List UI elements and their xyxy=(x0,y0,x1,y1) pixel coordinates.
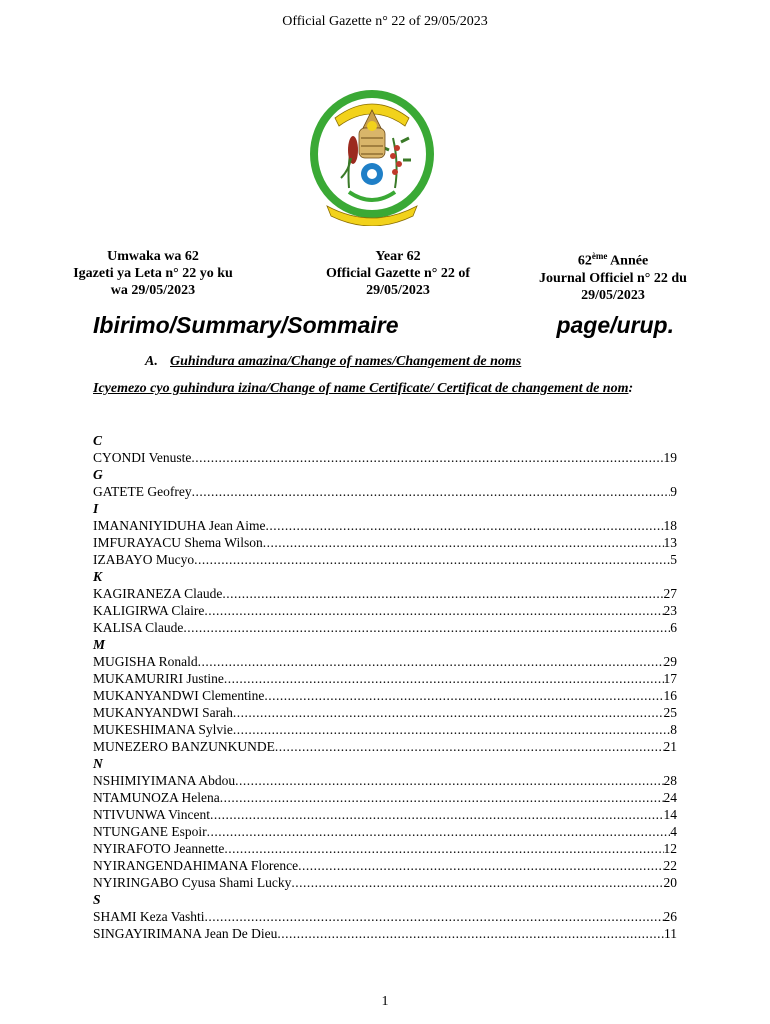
kinyarwanda-date: wa 29/05/2023 xyxy=(110,283,196,298)
dot-leader xyxy=(265,517,663,534)
entry-page-number: 16 xyxy=(663,688,677,703)
entry-name: KALISA Claude xyxy=(93,620,184,635)
kinyarwanda-year: Umwaka wa 62 xyxy=(107,249,199,264)
dot-leader xyxy=(224,670,664,687)
entry-name: SINGAYIRIMANA Jean De Dieu xyxy=(93,926,278,941)
entry-name: IZABAYO Mucyo xyxy=(93,552,195,567)
page-column-label: page/urup. xyxy=(556,312,674,338)
dot-leader xyxy=(205,908,664,925)
entry-name: IMANANIYIDUHA Jean Aime xyxy=(93,518,266,533)
dot-leader xyxy=(194,551,670,568)
entry-name: MUKANYANDWI Clementine xyxy=(93,688,265,703)
entry-page-number: 23 xyxy=(663,603,677,618)
entry-name: IMFURAYACU Shema Wilson xyxy=(93,535,263,550)
dot-leader xyxy=(263,534,664,551)
rwanda-seal-emblem xyxy=(309,88,435,226)
entry-page-number: 27 xyxy=(663,586,677,601)
index-letter-heading: N xyxy=(93,756,103,771)
entry-page-number: 6 xyxy=(670,620,677,635)
entry-name: NTIVUNWA Vincent xyxy=(93,807,211,822)
french-gazette-number: Journal Officiel n° 22 du xyxy=(539,270,687,286)
entry-name: MUKANYANDWI Sarah xyxy=(93,705,233,720)
index-entry[interactable] xyxy=(93,925,677,942)
index-entry[interactable] xyxy=(93,653,677,670)
index-entry[interactable] xyxy=(93,534,677,551)
index-letter-heading: M xyxy=(93,637,106,652)
index-letter-heading: C xyxy=(93,433,103,448)
kinyarwanda-issue-column xyxy=(58,248,248,304)
index-entry[interactable] xyxy=(93,721,677,738)
entry-page-number: 29 xyxy=(663,654,677,669)
dot-leader xyxy=(191,449,663,466)
index-entry[interactable] xyxy=(93,823,677,840)
running-header: Official Gazette n° 22 of 29/05/2023 xyxy=(282,14,488,29)
entry-name: NTUNGANE Espoir xyxy=(93,824,207,839)
entry-name: NYIRAFOTO Jeannette xyxy=(93,841,225,856)
dot-leader xyxy=(291,874,663,891)
index-entry[interactable] xyxy=(93,738,677,755)
french-issue-column xyxy=(518,248,708,304)
index-entry[interactable] xyxy=(93,551,677,568)
entry-page-number: 19 xyxy=(663,450,677,465)
english-gazette-number: Official Gazette n° 22 of xyxy=(326,266,470,281)
index-entry[interactable] xyxy=(93,670,677,687)
entry-name: CYONDI Venuste xyxy=(93,450,192,465)
entry-page-number: 12 xyxy=(663,841,677,856)
entry-page-number: 9 xyxy=(670,484,677,499)
dot-leader xyxy=(233,704,664,721)
dot-leader xyxy=(220,789,664,806)
index-entry[interactable] xyxy=(93,806,677,823)
index-entry[interactable] xyxy=(93,483,677,500)
dot-leader xyxy=(224,840,663,857)
index-entry[interactable] xyxy=(93,789,677,806)
english-date: 29/05/2023 xyxy=(366,283,430,298)
entry-name: GATETE Geofrey xyxy=(93,484,192,499)
entry-page-number: 17 xyxy=(663,671,677,686)
dot-leader xyxy=(183,619,670,636)
index-entry[interactable] xyxy=(93,704,677,721)
dot-leader xyxy=(210,806,663,823)
entry-name: MUGISHA Ronald xyxy=(93,654,198,669)
entry-name: SHAMI Keza Vashti xyxy=(93,909,205,924)
entry-name: MUKAMURIRI Justine xyxy=(93,671,224,686)
index-letter-heading: S xyxy=(93,892,101,907)
entry-name: MUNEZERO BANZUNKUNDE xyxy=(93,739,275,754)
entry-name: KAGIRANEZA Claude xyxy=(93,586,223,601)
entry-page-number: 13 xyxy=(663,535,677,550)
names-index xyxy=(93,432,677,942)
entry-page-number: 24 xyxy=(663,790,677,805)
dot-leader xyxy=(233,721,670,738)
entry-page-number: 20 xyxy=(663,875,677,890)
dot-leader xyxy=(277,925,664,942)
entry-page-number: 5 xyxy=(670,552,677,567)
entry-page-number: 14 xyxy=(663,807,677,822)
index-entry[interactable] xyxy=(93,602,677,619)
entry-name: NTAMUNOZA Helena xyxy=(93,790,220,805)
certificate-heading: Icyemezo cyo guhindura izina/Change of name Certificate/ Certificat de changement de nom: xyxy=(93,381,634,396)
dot-leader xyxy=(192,483,671,500)
index-entry[interactable] xyxy=(93,687,677,704)
issue-header-columns xyxy=(58,248,708,304)
kinyarwanda-gazette-number: Igazeti ya Leta n° 22 yo ku xyxy=(73,266,233,281)
index-entry[interactable] xyxy=(93,874,677,891)
entry-name: MUKESHIMANA Sylvie xyxy=(93,722,233,737)
index-entry[interactable] xyxy=(93,585,677,602)
index-entry[interactable] xyxy=(93,840,677,857)
french-date: 29/05/2023 xyxy=(581,287,645,303)
entry-page-number: 28 xyxy=(663,773,677,788)
entry-page-number: 22 xyxy=(663,858,677,873)
index-entry[interactable] xyxy=(93,449,677,466)
dot-leader xyxy=(198,653,664,670)
english-issue-column xyxy=(303,248,493,304)
entry-name: KALIGIRWA Claire xyxy=(93,603,205,618)
entry-page-number: 21 xyxy=(663,739,677,754)
dot-leader xyxy=(204,602,663,619)
entry-page-number: 11 xyxy=(664,926,677,941)
dot-leader xyxy=(275,738,664,755)
dot-leader xyxy=(207,823,671,840)
entry-name: NYIRINGABO Cyusa Shami Lucky xyxy=(93,875,292,890)
index-letter-heading: G xyxy=(93,467,103,482)
entry-page-number: 18 xyxy=(663,518,677,533)
french-year: 62ème Année xyxy=(577,251,649,269)
entry-page-number: 25 xyxy=(663,705,677,720)
entry-page-number: 8 xyxy=(670,722,677,737)
dot-leader xyxy=(264,687,663,704)
entry-page-number: 4 xyxy=(670,824,677,839)
index-entry[interactable] xyxy=(93,517,677,534)
section-heading: A. Guhindura amazina/Change of names/Changement de noms xyxy=(145,354,522,369)
index-entry[interactable] xyxy=(93,908,677,925)
summary-title: Ibirimo/Summary/Sommaire xyxy=(93,312,399,338)
index-entry[interactable] xyxy=(93,857,677,874)
index-letter-heading: I xyxy=(93,501,99,516)
english-year: Year 62 xyxy=(375,249,421,264)
index-entry[interactable] xyxy=(93,619,677,636)
entry-name: NYIRANGENDAHIMANA Florence xyxy=(93,858,299,873)
dot-leader xyxy=(298,857,663,874)
page-number: 1 xyxy=(381,994,389,1009)
dot-leader xyxy=(222,585,663,602)
entry-name: NSHIMIYIMANA Abdou xyxy=(93,773,236,788)
entry-page-number: 26 xyxy=(663,909,677,924)
index-entry[interactable] xyxy=(93,772,677,789)
index-letter-heading: K xyxy=(93,569,103,584)
dot-leader xyxy=(235,772,663,789)
